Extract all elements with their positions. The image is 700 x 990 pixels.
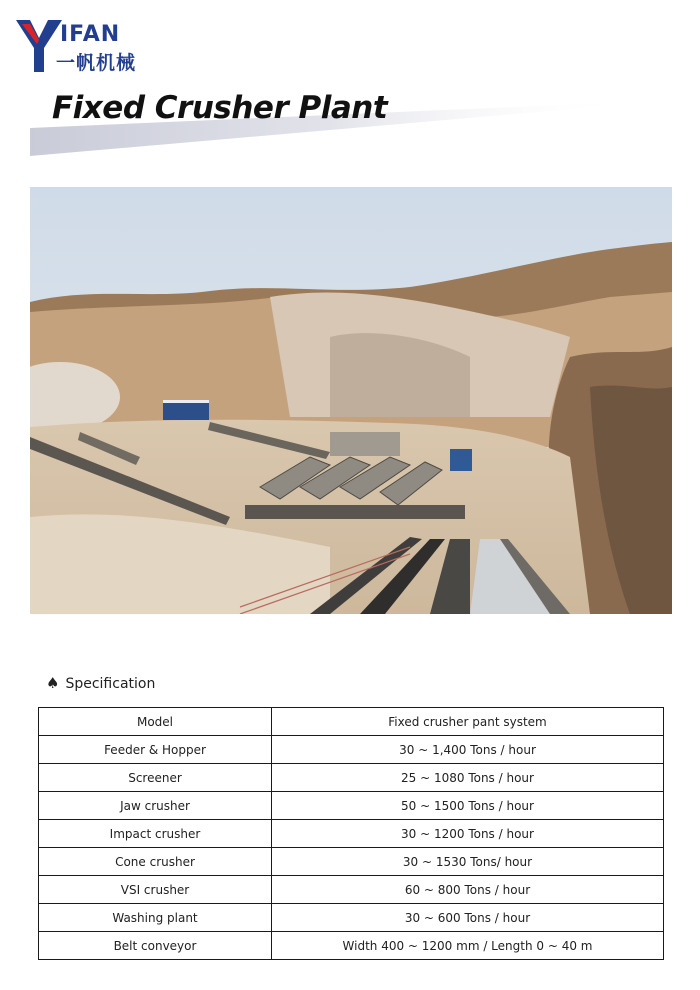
logo-wordmark: IFAN [60, 22, 121, 47]
spec-value: 60 ~ 800 Tons / hour [272, 876, 664, 904]
page-title: Fixed Crusher Plant [52, 90, 388, 126]
table-row [39, 848, 664, 876]
table-row [39, 792, 664, 820]
spade-bullet-icon: ♠ [46, 674, 60, 692]
table-row [39, 820, 664, 848]
table-row [39, 904, 664, 932]
company-logo [16, 18, 136, 74]
spec-label: VSI crusher [39, 876, 272, 904]
logo-chinese-name: 一帆机械 [56, 52, 137, 74]
spec-value: Width 400 ~ 1200 mm / Length 0 ~ 40 m [272, 932, 664, 960]
spec-label: Cone crusher [39, 848, 272, 876]
table-row [39, 764, 664, 792]
table-row [39, 708, 664, 736]
specification-heading [46, 674, 155, 692]
spec-label: Impact crusher [39, 820, 272, 848]
spec-value: 30 ~ 1,400 Tons / hour [272, 736, 664, 764]
table-row [39, 932, 664, 960]
spec-label: Belt conveyor [39, 932, 272, 960]
specification-table [38, 707, 664, 960]
spec-label: Jaw crusher [39, 792, 272, 820]
spec-label: Feeder & Hopper [39, 736, 272, 764]
specification-heading-text: Specification [65, 676, 156, 692]
spec-value: 50 ~ 1500 Tons / hour [272, 792, 664, 820]
spec-label: Model [39, 708, 272, 736]
table-row [39, 876, 664, 904]
spec-label: Screener [39, 764, 272, 792]
spec-value: Fixed crusher pant system [272, 708, 664, 736]
spec-label: Washing plant [39, 904, 272, 932]
table-row [39, 736, 664, 764]
spec-value: 30 ~ 600 Tons / hour [272, 904, 664, 932]
spec-value: 30 ~ 1530 Tons/ hour [272, 848, 664, 876]
spec-value: 30 ~ 1200 Tons / hour [272, 820, 664, 848]
crusher-plant-photo [30, 187, 672, 614]
spec-value: 25 ~ 1080 Tons / hour [272, 764, 664, 792]
